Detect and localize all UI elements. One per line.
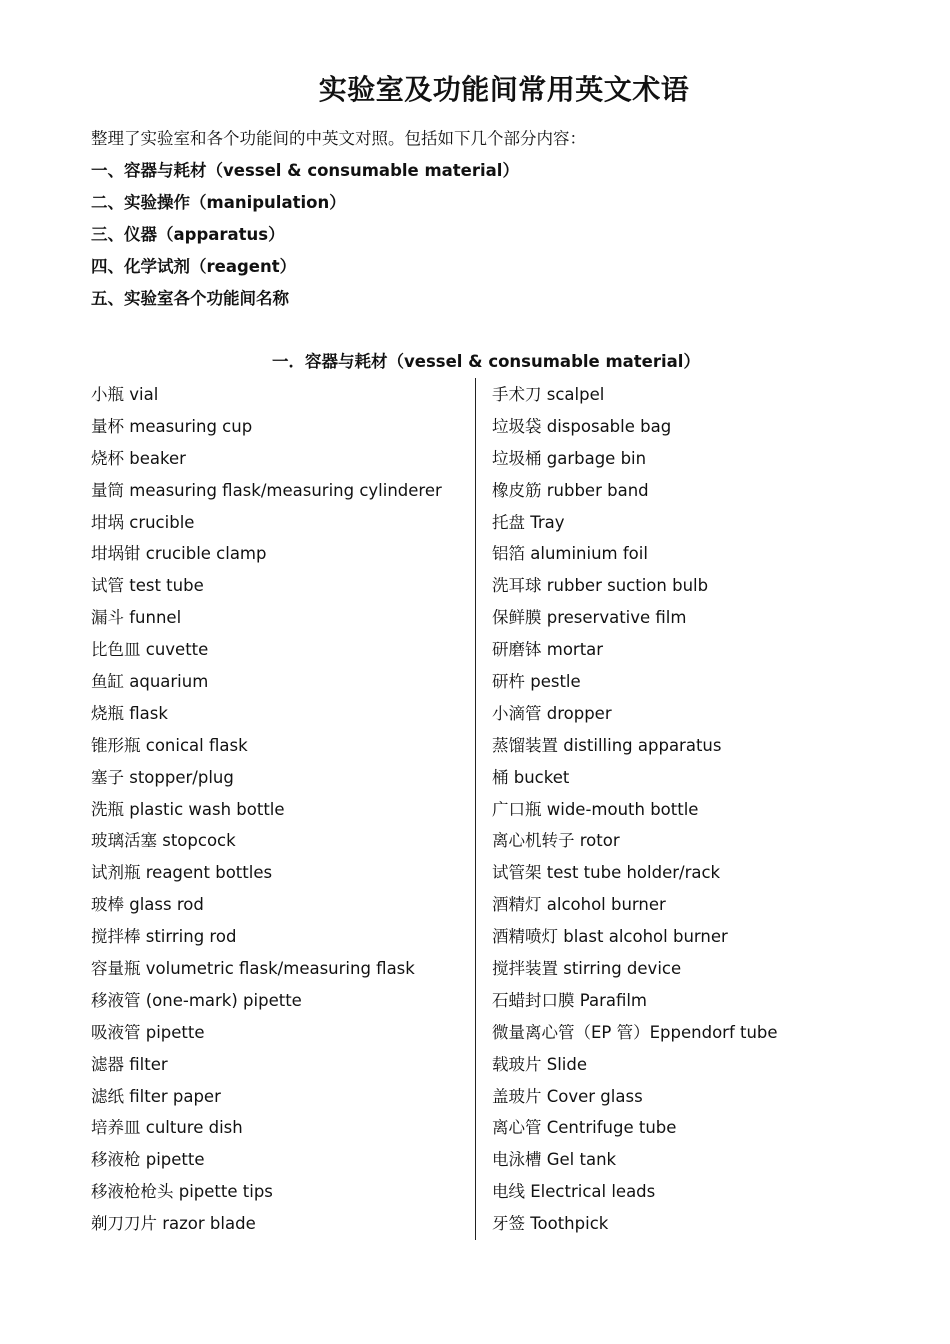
term-item: 玻棒 glass rod <box>91 895 204 915</box>
term-item: 试管架 test tube holder/rack <box>492 863 721 883</box>
term-item: 培养皿 culture dish <box>91 1118 243 1138</box>
term-item: 烧瓶 flask <box>91 703 168 723</box>
left-term-column <box>91 380 466 1241</box>
term-item: 垃圾桶 garbage bin <box>492 448 647 468</box>
term-item: 移液枪 pipette <box>91 1150 205 1170</box>
toc-item-1: 一、容器与耗材（vessel & consumable material） <box>91 161 519 180</box>
term-item: 试剂瓶 reagent bottles <box>91 863 273 883</box>
term-item: 移液管 (one-mark) pipette <box>91 990 302 1010</box>
term-item: 洗耳球 rubber suction bulb <box>492 576 709 596</box>
term-item: 手术刀 scalpel <box>492 385 605 404</box>
term-item: 锥形瓶 conical flask <box>91 735 248 755</box>
toc-item-3: 三、仪器（apparatus） <box>91 225 285 244</box>
term-item: 桶 bucket <box>492 767 570 787</box>
term-item: 离心机转子 rotor <box>492 831 620 851</box>
term-item: 托盘 Tray <box>492 512 565 532</box>
term-item: 牙签 Toothpick <box>492 1214 609 1234</box>
term-item: 量杯 measuring cup <box>91 416 253 436</box>
term-item: 蒸馏装置 distilling apparatus <box>492 735 722 755</box>
term-item: 酒精灯 alcohol burner <box>492 895 666 915</box>
term-item: 洗瓶 plastic wash bottle <box>91 799 285 819</box>
section-heading: 一．容器与耗材（vessel & consumable material） <box>272 352 700 371</box>
toc-item-5: 五、实验室各个功能间名称 <box>91 289 289 308</box>
term-item: 保鲜膜 preservative film <box>492 608 687 628</box>
term-item: 坩埚钳 crucible clamp <box>91 544 267 564</box>
toc-item-2: 二、实验操作（manipulation） <box>91 193 346 212</box>
term-item: 搅拌棒 stirring rod <box>91 927 237 947</box>
term-item: 漏斗 funnel <box>91 608 182 628</box>
term-item: 研磨钵 mortar <box>492 640 604 660</box>
intro-paragraph: 整理了实验室和各个功能间的中英文对照。包括如下几个部分内容： <box>91 129 586 148</box>
term-item: 广口瓶 wide-mouth bottle <box>492 799 699 819</box>
term-item: 鱼缸 aquarium <box>91 672 209 692</box>
term-item: 研杵 pestle <box>492 672 581 692</box>
term-item: 载玻片 Slide <box>492 1054 588 1074</box>
term-item: 移液枪枪头 pipette tips <box>91 1182 273 1202</box>
term-item: 铝箔 aluminium foil <box>492 544 648 564</box>
term-item: 剃刀刀片 razor blade <box>91 1214 256 1234</box>
term-item: 垃圾袋 disposable bag <box>492 416 672 436</box>
table-of-contents <box>91 158 519 318</box>
term-item: 量筒 measuring flask/measuring cylinderer <box>91 480 442 500</box>
term-item: 搅拌装置 stirring device <box>492 959 682 979</box>
toc-item-4: 四、化学试剂（reagent） <box>91 257 297 276</box>
term-item: 玻璃活塞 stopcock <box>91 831 236 851</box>
term-item: 滤纸 filter paper <box>91 1086 221 1106</box>
term-item: 坩埚 crucible <box>91 512 195 532</box>
right-term-column <box>492 380 892 1241</box>
term-item: 橡皮筋 rubber band <box>492 480 649 500</box>
term-item: 塞子 stopper/plug <box>91 767 234 787</box>
term-item: 烧杯 beaker <box>91 448 186 468</box>
term-item: 吸液管 pipette <box>91 1022 205 1042</box>
term-item: 小瓶 vial <box>91 385 159 404</box>
term-item: 酒精喷灯 blast alcohol burner <box>492 927 728 947</box>
term-item: 滤器 filter <box>91 1054 168 1074</box>
page-title: 实验室及功能间常用英文术语 <box>318 73 690 106</box>
term-item: 微量离心管（EP 管）Eppendorf tube <box>492 1022 778 1042</box>
term-item: 比色皿 cuvette <box>91 640 209 660</box>
term-item: 小滴管 dropper <box>492 703 612 723</box>
term-item: 试管 test tube <box>91 576 204 596</box>
term-item: 容量瓶 volumetric flask/measuring flask <box>91 959 415 979</box>
term-item: 石蜡封口膜 Parafilm <box>492 990 648 1010</box>
term-item: 电线 Electrical leads <box>492 1182 656 1202</box>
term-item: 电泳槽 Gel tank <box>492 1150 617 1170</box>
term-item: 盖玻片 Cover glass <box>492 1086 643 1106</box>
column-divider <box>475 378 476 1240</box>
term-item: 离心管 Centrifuge tube <box>492 1118 677 1138</box>
